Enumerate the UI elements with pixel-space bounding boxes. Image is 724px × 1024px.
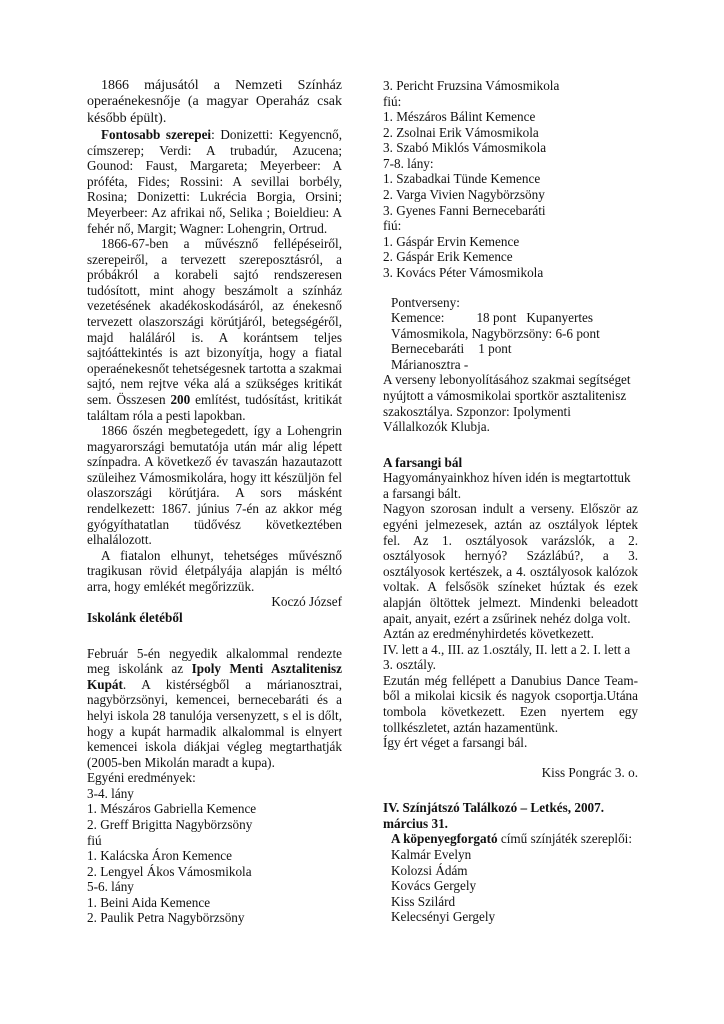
farsang-dance: Ezután még fellépett a Danubius Dance Team-ből a mikolai kicsik és nagyok csoportja.Utána tombola következett. Ezen nyertem egy tollkészletet, aztán hazamentünk. — [383, 672, 638, 735]
press-paragraph — [87, 236, 342, 423]
list-item: 1. Gáspár Ervin Kemence — [383, 233, 520, 249]
points-row-vamosmikola: Vámosmikola, Nagybörzsöny: 6-6 pont — [391, 325, 600, 341]
cast-block — [383, 831, 638, 924]
play-title: A köpenyegforgató — [391, 831, 498, 847]
list-item: 3. Gyenes Fanni Bernecebaráti — [383, 202, 546, 218]
support-paragraph: A verseny lebonyolításához szakmai segítséget nyújtott a vámosmikolai sportkör asztalitenisz szakosztálya. Szponzor: Ipolymenti Vállalkozók Klubja. — [383, 372, 631, 435]
results-list-left — [87, 786, 342, 926]
points-standings — [383, 295, 638, 373]
list-item: 2. Lengyel Ákos Vámosmikola — [87, 863, 252, 879]
results-title: Egyéni eredmények: — [87, 770, 196, 786]
list-item: 2. Gáspár Erik Kemence — [383, 249, 513, 265]
press-text-a: 1866-67-ben a művésznő fellépéseiről, szerepeiről, a tervezett szereposztásról, a próbákról a korabeli sajtó rendszeresen tudósított, mint ahogy beszámolt a színház vezetésének akadékoskodásáról, az énekesnő tervezett olaszországi körútjáról, betegségéről, majd haláláról is. A korántsem teljes sajtóáttekintés is azt bizonyítja, hogy a fiatal operaénekesnőt tehetségesnek tartotta a szakmai sajtó, nem rejtve véka alá a szükséges kritikát sem. Összesen — [87, 236, 342, 407]
list-item: 2. Varga Vivien Nagybörzsöny — [383, 187, 545, 203]
cast-member: Kolozsi Ádám — [391, 862, 468, 878]
farsang-body: Nagyon szorosan indult a verseny. Először az egyéni jelmezesek, aztán az osztályok léptek fel. Az 1. osztályosok varázslók, a 2. osztályosok hernyó? Százlábú?, a 3. osztályosok kertészek, a 4. osztályosok kalózok voltak. A felsősök színeket húztak és ezek alapján öltöttek jelmezt. Mindenki beleadott apait, anyait, ezért a zsűrinek nehéz dolga volt. — [383, 501, 638, 626]
farsang-intro: Hagyományainkhoz híven idén is megtartottuk a farsangi bált. — [383, 470, 631, 501]
roles-text: : Donizetti: Kegyencnő, címszerep; Verdi: A trubadúr, Azucena; Gounod: Faust, Margareta; Meyerbeer: A próféta, Fides; Rossini: A sevillai borbély, Rosina; Donizetti: Lukrécia Borgia, Orsini; Meyerbeer: Az afrikai nő, Selika ; Boieldieu: A fehér nő, Margit; Wagner: Lohengrin, Ortrud. — [87, 127, 343, 236]
tournament-paragraph — [87, 646, 342, 771]
list-item: 1. Mészáros Gabriella Kemence — [87, 801, 257, 817]
section-heading-szinjatszo: IV. Színjátszó Találkozó – Letkés, 2007. március 31. — [383, 800, 605, 831]
list-item: 1. Beini Aida Kemence — [87, 894, 211, 910]
cast-member: Kiss Szilárd — [391, 893, 456, 909]
list-item: 2. Paulik Petra Nagybörzsöny — [87, 910, 245, 926]
team-points: 1 pont — [478, 341, 512, 357]
list-item: 1. Mészáros Bálint Kemence — [383, 109, 536, 125]
list-item: 3-4. lány — [87, 785, 134, 801]
list-item: 3. Kovács Péter Vámosmikola — [383, 264, 544, 280]
press-text-b: említést, tudósítást, kritikát találtam róla a pesti lapokban. — [87, 391, 342, 423]
points-title: Pontverseny: — [391, 294, 460, 310]
cast-intro — [391, 831, 638, 847]
press-count: 200 — [170, 391, 191, 407]
list-item: 1. Kalácska Áron Kemence — [87, 848, 232, 864]
results-list-right — [383, 78, 638, 281]
points-row-berne — [391, 341, 638, 357]
points-row-kemence — [391, 310, 638, 326]
cast-member: Kelecsényi Gergely — [391, 909, 496, 925]
points-row-maria: Márianosztra - — [391, 356, 469, 372]
list-item: 3. Szabó Miklós Vámosmikola — [383, 140, 547, 156]
list-item: fiú: — [383, 93, 402, 109]
team-name: Bernecebaráti — [391, 341, 465, 357]
section-heading-iskola: Iskolánk életéből — [87, 610, 183, 626]
list-item: 7-8. lány: — [383, 155, 434, 171]
intro-paragraph: 1866 májusától a Nemzeti Színház operaénekesnője (a magyar Operaház csak később épült). — [87, 78, 342, 126]
list-item: 2. Greff Brigitta Nagybörzsöny — [87, 816, 253, 832]
list-item: 3. Pericht Fruzsina Vámosmikola — [383, 78, 560, 93]
farsang-signature: Kiss Pongrác 3. o. — [541, 764, 638, 780]
team-name: Kemence: — [391, 310, 445, 326]
cast-member: Kovács Gergely — [391, 878, 477, 894]
list-item: 1. Szabadkai Tünde Kemence — [383, 171, 541, 187]
tournament-text-b: . A kistérségből a márianosztrai, nagybörzsönyi, kemencei, bernecebaráti és a helyi iskola 28 tanulója versenyzett, s el is dőlt, hogy a kupát harmadik alkalommal is elnyert kemencei iskola diákjai végleg megtarthatják (2005-ben Mikolán maradt a kupa). — [87, 676, 342, 770]
team-note: Kupanyertes — [526, 310, 594, 326]
cast-member: Kalmár Evelyn — [391, 847, 472, 863]
author-signature: Koczó József — [271, 594, 342, 610]
tournament-name: Ipoly Menti Asztalitenisz Kupát — [87, 661, 342, 692]
farsang-results-intro: Aztán az eredményhirdetés következett. — [383, 626, 594, 642]
section-heading-farsang: A farsangi bál — [383, 454, 463, 470]
cast-intro-text: című színjáték szereplői: — [497, 831, 633, 847]
team-points: 18 pont — [476, 310, 517, 326]
tournament-text-a: Február 5-én negyedik alkalommal rendezte meg iskolánk az — [87, 645, 342, 677]
farsang-end: Így ért véget a farsangi bál. — [383, 735, 528, 751]
list-item: fiú — [87, 832, 102, 848]
illness-paragraph: 1866 őszén megbetegedett, így a Lohengrin magyarországi bemutatója után már alig lépett színpadra. A következő év tavaszán hazautazott szüleihez Vámosmikolára, hogy itt készüljön fel olaszországi körútjára. A sors másként rendelkezett: 1867. június 7-én az akkor még gyógyíthatatlan tüdővész következtében elhalálozott. — [87, 423, 342, 548]
right-column — [383, 78, 638, 925]
list-item: 2. Zsolnai Erik Vámosmikola — [383, 124, 539, 140]
closing-paragraph: A fiatalon elhunyt, tehetséges művésznő tragikusan rövid életpályája alapján is méltó arra, hogy emlékét megőrizzük. — [87, 547, 342, 594]
roles-label: Fontosabb szerepei — [101, 127, 212, 143]
list-item: fiú: — [383, 218, 402, 234]
farsang-results: IV. lett a 4., III. az 1.osztály, II. lett a 2. I. lett a 3. osztály. — [383, 641, 631, 673]
roles-paragraph — [87, 127, 342, 236]
list-item: 5-6. lány — [87, 879, 134, 895]
left-column — [87, 78, 342, 926]
